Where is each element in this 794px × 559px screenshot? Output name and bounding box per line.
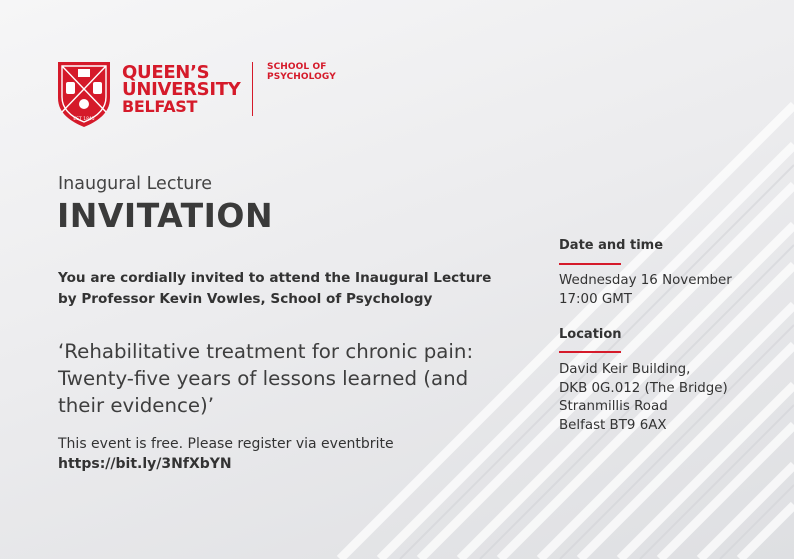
university-name-line: QUEEN’S <box>122 62 210 83</box>
university-crest-icon <box>56 60 112 128</box>
date-line: Wednesday 16 November <box>559 273 732 288</box>
lecture-title-line: Twenty-five years of lessons learned (and <box>58 367 469 390</box>
svg-text:EST 1845: EST 1845 <box>73 117 95 122</box>
location-divider <box>559 351 621 353</box>
date-time-divider <box>559 263 621 265</box>
intro-text <box>58 268 498 310</box>
registration-text: This event is free. Please register via eventbrite <box>58 436 394 452</box>
intro-line: by Professor Kevin Vowles, School of Psychology <box>58 291 433 307</box>
location-label: Location <box>559 327 622 342</box>
university-name-line: UNIVERSITY <box>122 79 241 100</box>
intro-line: You are cordially invited to attend the Inaugural Lecture <box>58 270 492 286</box>
registration-info <box>58 434 458 474</box>
logo-divider <box>252 62 253 116</box>
page-title: INVITATION <box>57 196 274 235</box>
address-line: David Keir Building, <box>559 362 691 377</box>
date-time-details <box>559 272 732 309</box>
address-line: Stranmillis Road <box>559 399 668 414</box>
lecture-title-line: their evidence)’ <box>58 394 215 417</box>
time-line: 17:00 GMT <box>559 291 632 307</box>
university-name-line: BELFAST <box>122 97 198 116</box>
location-details <box>559 361 728 435</box>
date-time-label: Date and time <box>559 238 664 253</box>
lecture-title-line: ‘Rehabilitative treatment for chronic pain: <box>58 340 474 363</box>
registration-link[interactable]: https://bit.ly/3NfXbYN <box>58 456 232 472</box>
school-name-line: SCHOOL OF <box>267 62 327 72</box>
address-line: Belfast BT9 6AX <box>559 417 667 433</box>
address-line: DKB 0G.012 (The Bridge) <box>559 380 728 396</box>
eyebrow-heading: Inaugural Lecture <box>58 174 212 194</box>
school-name <box>267 62 357 82</box>
university-name <box>122 64 240 115</box>
school-name-line: PSYCHOLOGY <box>267 72 336 82</box>
lecture-title <box>58 338 508 419</box>
